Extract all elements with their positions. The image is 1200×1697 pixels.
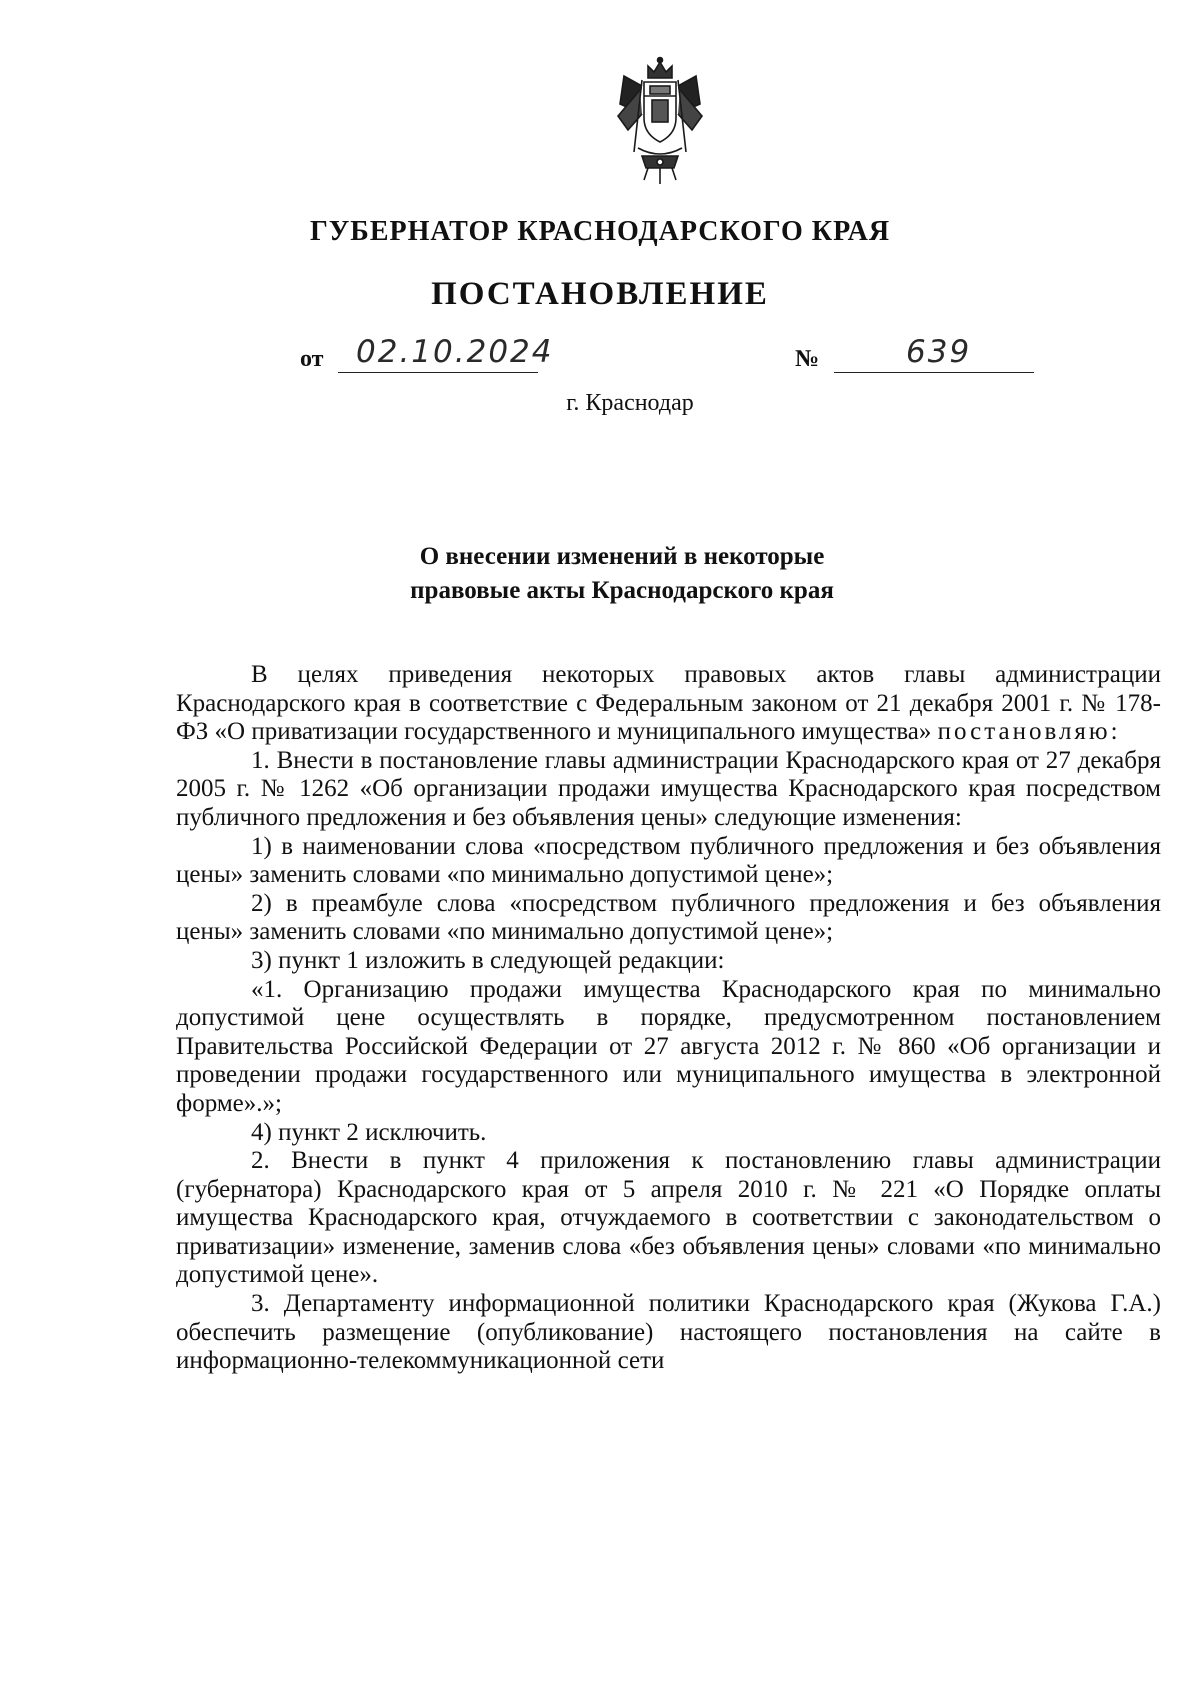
body-paragraph-item-2: 2. Внести в пункт 4 приложения к постановлению главы администрации (губернатора) Краснодарского края от 5 апреля 2010 г. № 221 «О Порядке оплаты имущества Краснодарского края, отчуждаемого в соответствии с законодательством о приватизации» изменение, заменив слова «без объявления цены» словами «по минимально допустимой цене». xyxy=(176,1147,1161,1289)
document-subject xyxy=(0,540,1200,608)
date-underline xyxy=(338,372,538,373)
handwritten-number: 639 xyxy=(906,334,972,370)
body-paragraph-subitem-2: 2) в преамбуле слова «посредством публичного предложения и без объявления цены» заменить словами «по минимально допустимой цене»; xyxy=(176,889,1161,946)
number-underline xyxy=(834,372,1034,373)
document-body xyxy=(176,661,1161,1376)
body-paragraph-subitem-4: 4) пункт 2 исключить. xyxy=(251,1118,487,1146)
body-paragraph-item-3: 3. Департаменту информационной политики Краснодарского края (Жукова Г.А.) обеспечить размещение (опубликование) настоящего постановления на сайте в информационно-телекоммуникационной сети xyxy=(176,1290,1161,1375)
body-paragraph-subitem-3: 3) пункт 1 изложить в следующей редакции: xyxy=(251,946,725,974)
handwritten-date: 02.10.2024 xyxy=(356,334,554,370)
body-paragraph-preamble xyxy=(176,661,1161,747)
subject-line-1: О внесении изменений в некоторые xyxy=(419,543,825,570)
issuer-title: ГУБЕРНАТОР КРАСНОДАРСКОГО КРАЯ xyxy=(309,216,891,247)
city-line: г. Краснодар xyxy=(566,390,694,416)
document-type-title: ПОСТАНОВЛЕНИЕ xyxy=(431,276,769,312)
preamble-text: В целях приведения некоторых правовых актов главы администрации Краснодарского края в соответствие с Федеральным законом от 21 декабря 2001 г. № 178-ФЗ «О приватизации государственного и муниципального имущества» xyxy=(176,661,1161,746)
body-paragraph-new-wording: «1. Организацию продажи имущества Краснодарского края по минимально допустимой цене осуществлять в порядке, предусмотренном постановлением Правительства Российской Федерации от 27 августа 2012 г. № 860 «Об организации и проведении продажи государственного или муниципального имущества в электронной форме».»; xyxy=(176,975,1161,1117)
number-label: № xyxy=(795,346,820,372)
date-label: от xyxy=(300,346,324,372)
body-paragraph-item-1: 1. Внести в постановление главы администрации Краснодарского края от 27 декабря 2005 г. № 1262 «Об организации продажи имущества Краснодарского края посредством публичного предложения и без объявления цены» следующие изменения: xyxy=(176,746,1161,831)
body-paragraph-subitem-1: 1) в наименовании слова «посредством публичного предложения и без объявления цены» заменить словами «по минимально допустимой цене»; xyxy=(176,832,1161,889)
subject-line-2: правовые акты Краснодарского края xyxy=(410,577,834,604)
coat-of-arms-emblem xyxy=(614,56,706,188)
resolve-word: постановляю: xyxy=(937,718,1121,746)
